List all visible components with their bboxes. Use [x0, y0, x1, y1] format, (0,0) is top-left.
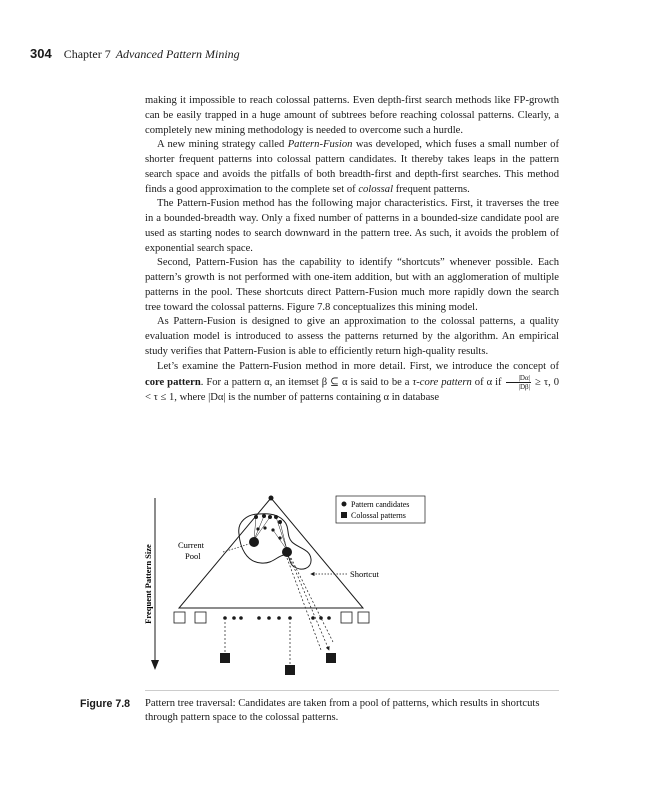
legend-candidates: Pattern candidates: [351, 500, 410, 509]
legend-colossal-marker: [341, 512, 347, 518]
label-pool: Pool: [185, 551, 201, 561]
paragraph-2: A new mining strategy called Pattern-Fusion was developed, which fuses a small number of shorter frequent patterns into colossal pattern candidates. It thereby takes leaps in the pattern search space and avoids the pitfalls of both breadth-first and depth-first searches. This method finds a good approximation to the complete set of colossal frequent patterns.: [145, 139, 559, 195]
chapter-label: Chapter 7: [63, 47, 111, 61]
figure-pattern-tree: [145, 492, 559, 687]
label-current: Current: [178, 540, 204, 550]
page-number: 304: [30, 46, 52, 61]
running-header: [30, 46, 240, 64]
legend-candidate-marker: [342, 502, 347, 507]
legend-colossal: Colossal patterns: [351, 511, 406, 520]
y-axis-label: Frequent Pattern Size: [143, 544, 153, 624]
caption-label: Figure 7.8: [80, 698, 131, 710]
paragraph-6: Let’s examine the Pattern-Fusion method in more detail. First, we introduce the concept of core pattern. For a pattern α, an itemset β ⊆ α is said to be a τ-core pattern of α if $\frac{|D\alpha|}{|D\beta|}$ ≥ τ, 0 < τ ≤ 1, where |Dα| is the number of patterns containing α in database: [145, 360, 559, 404]
y-axis: [143, 498, 159, 670]
colossal-patterns: [220, 653, 336, 675]
paragraph-1: making it impossible to reach colossal patterns. Even depth-first search methods like FP-growth can be easily trapped in a huge amount of subtrees before reaching colossal patterns. Clearly, a completely new mining methodology is needed to overcome such a hurdle.: [145, 95, 559, 136]
paragraph-4: Second, Pattern-Fusion has the capability to identify “shortcuts” whenever possible. Each pattern’s growth is not performed with one-item addition, but with an agglomeration of multiple patterns in the pool. These shortcuts direct Pattern-Fusion much more rapidly down the search tree toward the colossal patterns. Figure 7.8 conceptualizes this mining model.: [145, 257, 559, 313]
current-pool-leader: [223, 544, 249, 552]
body-text: [145, 94, 559, 406]
pool-links: [254, 516, 287, 550]
paragraph-3: The Pattern-Fusion method has the following major characteristics. First, it traverses the tree in a bounded-breadth way. Only a fixed number of patterns in a bounded-size candidate pool are used as starting nodes to search downward in the pattern tree. As such, it avoids the problem of exponential search space.: [145, 198, 559, 254]
colossal-links: [225, 622, 290, 664]
caption-rule: [145, 690, 559, 691]
label-shortcut: Shortcut: [350, 569, 379, 579]
fraction: $\frac{|D\alpha|}{|D\beta|}$: [506, 374, 532, 391]
tree-bottom-row: [174, 612, 369, 623]
paragraph-5: As Pattern-Fusion is designed to give an approximation to the colossal patterns, a quality evaluation model is introduced to assess the patterns returned by the algorithm. An empirical study verifies that Pattern-Fusion is able to efficiently return high-quality results.: [145, 316, 559, 357]
chapter-title: Advanced Pattern Mining: [115, 47, 240, 61]
figure-caption: [80, 697, 560, 725]
caption-text: Pattern tree traversal: Candidates are taken from a pool of patterns, which results in shortcuts through pattern space to the colossal patterns.: [145, 698, 540, 723]
tree-root-node: [269, 496, 274, 501]
legend: [336, 496, 425, 523]
shortcut-paths: [287, 558, 333, 650]
